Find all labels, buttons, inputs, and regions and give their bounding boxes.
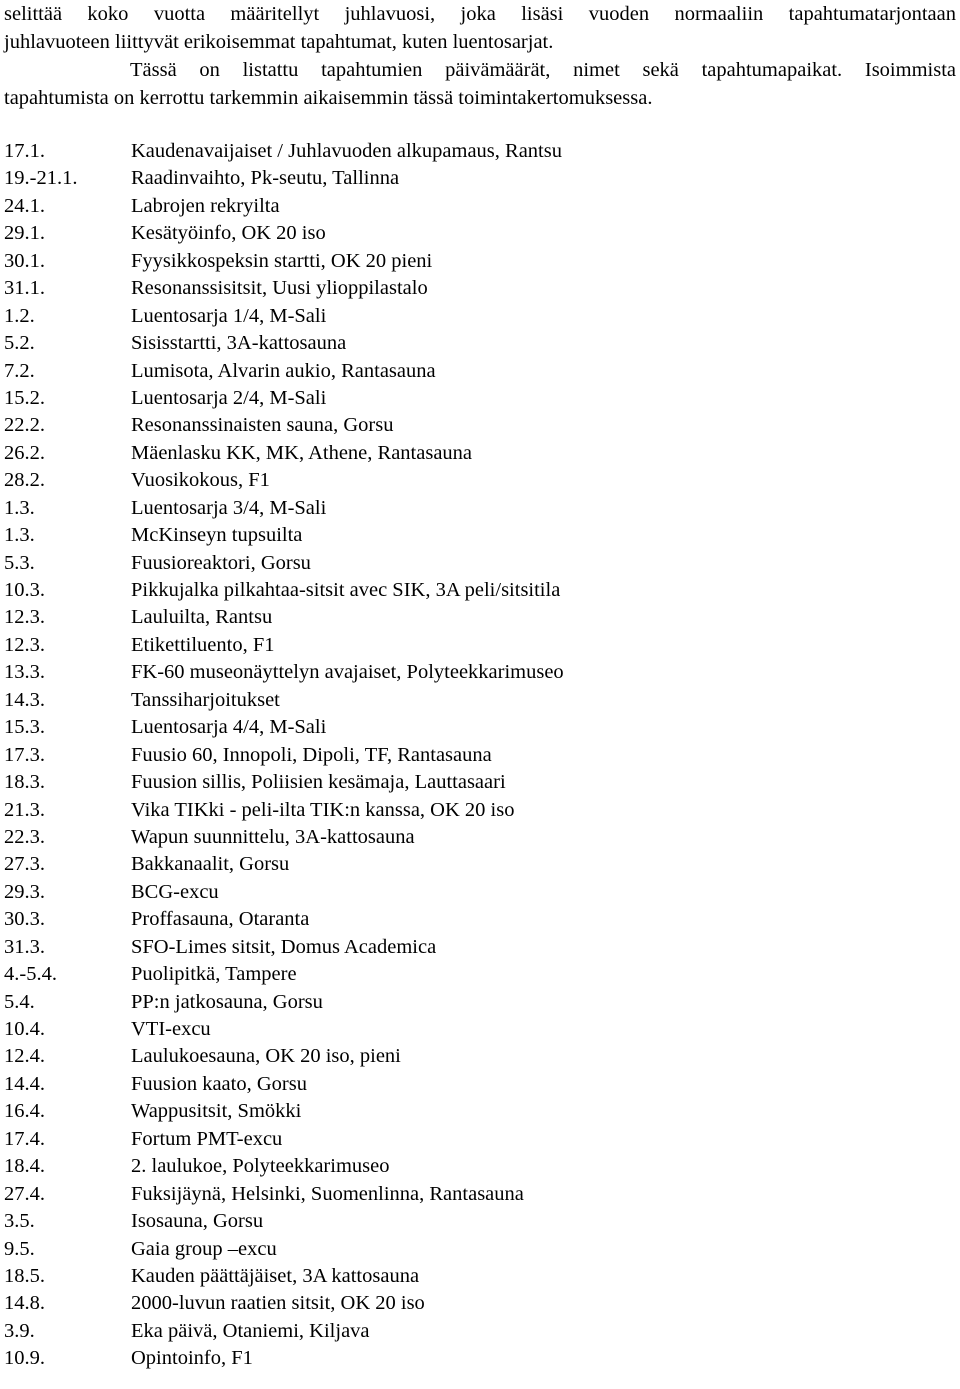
- event-date: 17.4.: [4, 1127, 45, 1150]
- event-date: 10.9.: [4, 1347, 45, 1370]
- event-description: Fortum PMT-excu: [131, 1127, 283, 1150]
- event-description: Sisisstartti, 3A-kattosauna: [131, 332, 347, 355]
- list-item: [4, 165, 956, 192]
- list-item: [4, 797, 956, 824]
- list-item: [4, 330, 956, 357]
- list-item: [4, 577, 956, 604]
- event-date: 9.5.: [4, 1237, 35, 1260]
- event-date: 1.2.: [4, 304, 35, 327]
- event-description: Luentosarja 3/4, M-Sali: [131, 496, 327, 519]
- event-date: 3.9.: [4, 1319, 35, 1342]
- event-date: 18.4.: [4, 1155, 45, 1178]
- list-item: [4, 687, 956, 714]
- event-description: Kesätyöinfo, OK 20 iso: [131, 222, 326, 245]
- event-date: 31.1.: [4, 277, 45, 300]
- event-description: Bakkanaalit, Gorsu: [131, 853, 290, 876]
- event-description: Labrojen rekryilta: [131, 194, 280, 217]
- event-date: 16.4.: [4, 1100, 45, 1123]
- event-date: 12.3.: [4, 606, 45, 629]
- event-date: 17.3.: [4, 743, 45, 766]
- event-description: BCG-excu: [131, 880, 219, 903]
- event-description: Mäenlasku KK, MK, Athene, Rantasauna: [131, 441, 473, 464]
- event-description: Resonanssinaisten sauna, Gorsu: [131, 414, 394, 437]
- list-item: [4, 1016, 956, 1043]
- event-date: 14.3.: [4, 688, 45, 711]
- event-description: Tanssiharjoitukset: [131, 688, 280, 711]
- list-item: [4, 193, 956, 220]
- event-date: 17.1.: [4, 140, 45, 162]
- list-item: [4, 742, 956, 769]
- event-description: Eka päivä, Otaniemi, Kiljava: [131, 1319, 370, 1342]
- list-item: [4, 604, 956, 631]
- event-date: 3.5.: [4, 1210, 35, 1233]
- event-date: 5.3.: [4, 551, 35, 574]
- list-item: [4, 961, 956, 988]
- event-date: 10.3.: [4, 579, 45, 601]
- event-description: Raadinvaihto, Pk-seutu, Tallinna: [131, 167, 400, 190]
- list-item: [4, 1043, 956, 1070]
- event-date: 27.3.: [4, 853, 45, 876]
- event-date: 22.2.: [4, 414, 45, 437]
- list-item: [4, 138, 956, 165]
- event-date: 10.4.: [4, 1018, 45, 1040]
- list-item: [4, 824, 956, 851]
- intro-line: selittää koko vuotta määritellyt juhlavuosi, joka lisäsi vuoden normaaliin tapahtumatarjontaan: [4, 3, 956, 25]
- list-item: [4, 385, 956, 412]
- list-item: [4, 851, 956, 878]
- list-item: [4, 769, 956, 796]
- event-date: 31.3.: [4, 935, 45, 958]
- list-item: [4, 412, 956, 439]
- intro-line: Tässä on listattu tapahtumien päivämäärät, nimet sekä tapahtumapaikat. Isoimmista: [130, 59, 956, 81]
- event-description: Kaudenavaijaiset / Juhlavuoden alkupamaus, Rantsu: [131, 140, 562, 162]
- event-description: VTI-excu: [131, 1018, 211, 1040]
- event-description: Fyysikkospeksin startti, OK 20 pieni: [131, 249, 433, 272]
- event-date: 18.5.: [4, 1264, 45, 1287]
- event-description: Wapun suunnittelu, 3A-kattosauna: [131, 825, 415, 848]
- list-item: [4, 1098, 956, 1125]
- event-date: 5.2.: [4, 332, 35, 355]
- list-item: [4, 1208, 956, 1235]
- list-item: [4, 522, 956, 549]
- event-date: 15.3.: [4, 716, 45, 739]
- event-description: PP:n jatkosauna, Gorsu: [131, 990, 323, 1013]
- event-date: 27.4.: [4, 1182, 45, 1205]
- list-item: [4, 659, 956, 686]
- event-description: Laulukoesauna, OK 20 iso, pieni: [131, 1045, 401, 1068]
- event-description: Fuksijäynä, Helsinki, Suomenlinna, Rantasauna: [131, 1182, 524, 1205]
- event-description: Isosauna, Gorsu: [131, 1210, 264, 1233]
- event-date: 28.2.: [4, 469, 45, 492]
- list-item: [4, 934, 956, 961]
- event-date: 22.3.: [4, 825, 45, 848]
- event-date: 7.2.: [4, 359, 35, 382]
- list-item: [4, 275, 956, 302]
- event-description: Opintoinfo, F1: [131, 1347, 253, 1370]
- list-item: [4, 1318, 956, 1345]
- list-item: [4, 1071, 956, 1098]
- event-date: 14.4.: [4, 1072, 45, 1095]
- list-item: [4, 1181, 956, 1208]
- list-item: [4, 1345, 956, 1372]
- event-date: 15.2.: [4, 386, 45, 409]
- event-list: [4, 138, 956, 1373]
- event-date: 30.1.: [4, 249, 45, 272]
- list-item: [4, 467, 956, 494]
- event-description: Resonanssisitsit, Uusi ylioppilastalo: [131, 277, 428, 300]
- event-date: 1.3.: [4, 524, 35, 547]
- event-description: Proffasauna, Otaranta: [131, 908, 310, 931]
- event-date: 30.3.: [4, 908, 45, 931]
- event-description: Luentosarja 1/4, M-Sali: [131, 304, 327, 327]
- event-date: 4.-5.4.: [4, 963, 57, 986]
- event-date: 1.3.: [4, 496, 35, 519]
- event-description: Fuusion sillis, Poliisien kesämaja, Lauttasaari: [131, 771, 506, 794]
- event-description: Luentosarja 2/4, M-Sali: [131, 386, 327, 409]
- event-date: 24.1.: [4, 194, 45, 217]
- event-description: 2. laulukoe, Polyteekkarimuseo: [131, 1155, 390, 1178]
- document-page: [4, 0, 956, 1389]
- event-description: Gaia group –excu: [131, 1237, 277, 1260]
- event-description: Kauden päättäjäiset, 3A kattosauna: [131, 1264, 420, 1287]
- list-item: [4, 879, 956, 906]
- list-item: [4, 220, 956, 247]
- event-date: 13.3.: [4, 661, 45, 684]
- intro-paragraph: [4, 0, 956, 112]
- event-date: 5.4.: [4, 990, 35, 1013]
- event-description: FK-60 museonäyttelyn avajaiset, Polyteekkarimuseo: [131, 661, 564, 684]
- intro-line: juhlavuoteen liittyvät erikoisemmat tapahtumat, kuten luentosarjat.: [4, 31, 554, 53]
- event-date: 29.3.: [4, 880, 45, 903]
- list-item: [4, 1290, 956, 1317]
- event-date: 18.3.: [4, 771, 45, 794]
- event-date: 21.3.: [4, 798, 45, 821]
- intro-line: tapahtumista on kerrottu tarkemmin aikaisemmin tässä toimintakertomuksessa.: [4, 87, 653, 109]
- list-item: [4, 989, 956, 1016]
- list-item: [4, 550, 956, 577]
- event-description: Pikkujalka pilkahtaa-sitsit avec SIK, 3A peli/sitsitila: [131, 579, 561, 601]
- event-description: Luentosarja 4/4, M-Sali: [131, 716, 327, 739]
- event-description: Fuusioreaktori, Gorsu: [131, 551, 311, 574]
- list-item: [4, 1236, 956, 1263]
- event-date: 26.2.: [4, 441, 45, 464]
- event-description: Puolipitkä, Tampere: [131, 963, 297, 986]
- event-date: 29.1.: [4, 222, 45, 245]
- list-item: [4, 1263, 956, 1290]
- list-item: [4, 248, 956, 275]
- list-item: [4, 358, 956, 385]
- list-item: [4, 303, 956, 330]
- list-item: [4, 1153, 956, 1180]
- event-description: Vika TIKki - peli-ilta TIK:n kanssa, OK 20 iso: [131, 798, 515, 821]
- event-description: Lumisota, Alvarin aukio, Rantasauna: [131, 359, 436, 382]
- event-description: Fuusio 60, Innopoli, Dipoli, TF, Rantasauna: [131, 743, 492, 766]
- event-date: 19.-21.1.: [4, 167, 78, 190]
- event-description: SFO-Limes sitsit, Domus Academica: [131, 935, 437, 958]
- list-item: [4, 440, 956, 467]
- event-date: 12.3.: [4, 633, 45, 656]
- event-description: Fuusion kaato, Gorsu: [131, 1072, 307, 1095]
- list-item: [4, 906, 956, 933]
- list-item: [4, 495, 956, 522]
- list-item: [4, 714, 956, 741]
- list-item: [4, 632, 956, 659]
- event-description: McKinseyn tupsuilta: [131, 524, 303, 547]
- event-description: 2000-luvun raatien sitsit, OK 20 iso: [131, 1292, 425, 1315]
- event-description: Lauluilta, Rantsu: [131, 606, 273, 629]
- list-item: [4, 1126, 956, 1153]
- event-date: 12.4.: [4, 1045, 45, 1068]
- event-description: Etikettiluento, F1: [131, 633, 275, 656]
- event-description: Wappusitsit, Smökki: [131, 1100, 302, 1123]
- event-date: 14.8.: [4, 1292, 45, 1315]
- event-description: Vuosikokous, F1: [131, 469, 270, 492]
